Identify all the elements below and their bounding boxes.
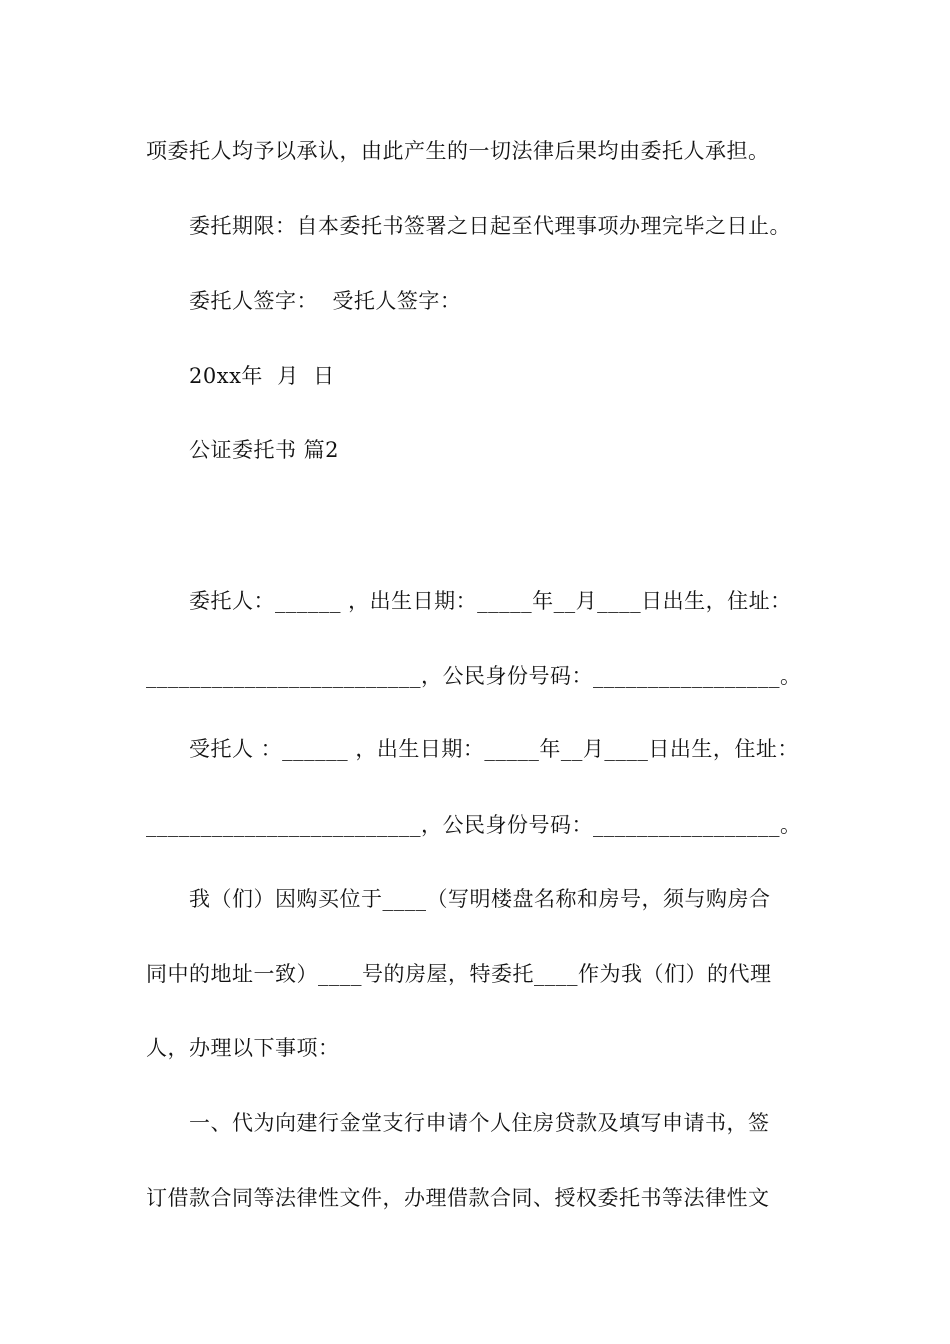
paragraph-line: 委托人：______ ，出生日期：_____年__月____日出生，住址： (189, 589, 792, 613)
paragraph-line: 同中的地址一致）____号的房屋，特委托____作为我（们）的代理 (146, 962, 772, 986)
paragraph-line: 项委托人均予以承认，由此产生的一切法律后果均由委托人承担。 (146, 139, 770, 163)
section-title: 公证委托书 篇2 (189, 438, 340, 462)
paragraph-line: 受托人 ：______ ，出生日期：_____年__月____日出生，住址： (189, 737, 799, 761)
paragraph-line: 人，办理以下事项： (146, 1036, 340, 1060)
signature-line: 委托人签字： 受托人签字： (189, 289, 462, 313)
paragraph-line: _________________________，公民身份号码：_________________。 (146, 813, 802, 837)
paragraph-line: 一、代为向建行金堂支行申请个人住房贷款及填写申请书，签 (189, 1111, 770, 1135)
paragraph-line: 我（们）因购买位于____（写明楼盘名称和房号，须与购房合 (189, 887, 771, 911)
paragraph-line: 委托期限：自本委托书签署之日起至代理事项办理完毕之日止。 (189, 214, 791, 238)
date-line: 20xx年 月 日 (189, 364, 335, 388)
paragraph-line: 订借款合同等法律性文件，办理借款合同、授权委托书等法律性文 (146, 1186, 770, 1210)
paragraph-line: _________________________，公民身份号码：_________________。 (146, 664, 802, 688)
